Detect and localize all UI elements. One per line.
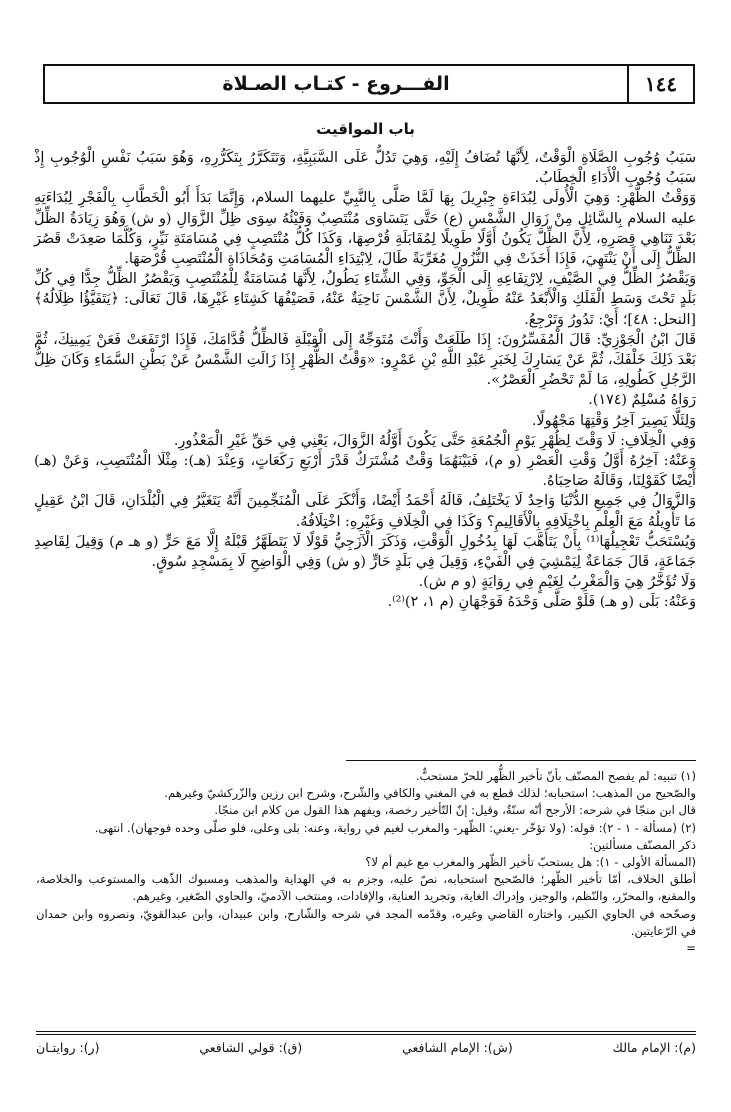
page-number: ١٤٤ xyxy=(627,66,693,102)
paragraph: وَيَقْصُرُ الظِّلُّ فِي الصَّيْفِ، لِارْتِفَاعِهِ إِلَى الْجَوِّ، وَفِي الشِّتَاءِ يَطُولُ، لِأَنَّهَا مُسَامَتَةٌ لِلْمُنْتَصِبِ وَيَقْصُرُ الظِّلُّ جِدًّا فِي كُلِّ بَلَدٍ تَحْتَ وَسَطِ الْفَلَكِ وَالْأَبْعَدُ عَنْهُ طَوِيلٌ، لِأَنَّ الشَّمْسَ نَاحِيَةٌ عَنْهُ، فَصَيْفُهَا كَشِتَاءِ غَيْرِهَا، قَالَ تَعَالَى: ﴿يَتَفَيَّؤُا ظِلَالُهُ﴾ [النحل: ٤٨]؛ أَيْ: تَدُورُ وَتَرْجِعُ. xyxy=(34,271,696,328)
footer-rule xyxy=(36,1031,696,1032)
paragraph: وَعَنْهُ: بَلَى (و هـ) فَلَوْ صَلَّى وَحْدَهُ فَوَجْهَانِ (م ١، ٢)⁽²⁾. xyxy=(387,594,696,611)
paragraph: وَالزَّوَالُ فِي جَمِيعِ الدُّنْيَا وَاحِدٌ لَا يَخْتَلِفُ، قَالَهُ أَحْمَدُ أَيْضًا، وَأَنْكَرَ عَلَى الْمُنَجِّمِينَ أَنَّهُ يَتَغَيَّرُ فِي الْبُلْدَانِ، قَالَ ابْنُ عَقِيلٍ مَا تَأْوِيلُهُ مَعَ الْعِلْمِ بِاخْتِلَافِهِ بِالْأَقَالِيمِ؟ وَكَذَا فِي الْخِلَافِ وَغَيْرِهِ: اخْتِلَافُهُ. xyxy=(34,493,696,530)
footer-rule xyxy=(36,1034,696,1035)
footnote-line: (المسألة الأولى - ١): هل يستحبّ تأخير الظّهر والمغرب مع غيم أم لا؟ xyxy=(365,855,696,870)
running-title: الفـــروع - كتـاب الصـلاة xyxy=(222,73,450,95)
paragraph: سَبَبُ وُجُوبِ الصَّلَاةِ الْوَقْتُ، لِأَنَّهَا تُضَافُ إِلَيْهِ، وَهِيَ تَدُلُّ عَلَى السَّبَبِيَّةِ، وَتَتَكَرَّرُ بِتَكَرُّرِهِ، وَهُوَ سَبَبُ نَفْسِ الْوُجُوبِ إِذْ سَبَبُ وُجُوبِ الْأَدَاءِ الْخِطَابُ. xyxy=(34,150,696,187)
footnote-line: قال ابن منجّا في شرحه: الأرجح أنّه سنّةٌ، وقيل: إنّ التّأخير رخصة، ويفهم هذا القول من كلام ابن منجّا. xyxy=(214,803,696,818)
legend-item: (ر): روايتـان xyxy=(36,1040,100,1055)
footnote-line: وصحّحه في الحاوي الكبير، واختاره القاضي وغيره، وقدّمه المجد في شرحه والشّارح، وابن عبيدان، وابن عبدالقويّ، ونصروه وابن حمدان في الرّعايتين. xyxy=(36,906,696,938)
legend-item: (م): الإمام مالك xyxy=(612,1040,696,1055)
legend-item: (ش): الإمام الشافعي xyxy=(402,1040,513,1055)
main-text xyxy=(34,148,696,613)
abbreviation-legend xyxy=(36,1040,696,1055)
paragraph: وَلَا تُؤَخَّرُ هِيَ وَالْمَغْرِبُ لِغَيْمٍ فِي رِوَايَةٍ (و م ش). xyxy=(418,574,696,591)
footnote-line: ذكر المصنّف مسألتين: xyxy=(589,837,696,852)
paragraph: وَيُسْتَحَبُّ تَعْجِيلُهَا⁽¹⁾ بِأَنْ يَتَأَهَّبَ لَهَا بِدُخُولِ الْوَقْتِ، وَذَكَرَ الْآزَجِيُّ قَوْلًا لَا يَتَطَهَّرُ قَبْلَهُ إِلَّا مَعَ حَرٍّ (و هـ م) وَقِيلَ لِقَاصِدِ جَمَاعَةٍ، قَالَ جَمَاعَةٌ لِيَمْشِيَ فِي الْفَيْءِ، وَقِيلَ فِي بَلَدٍ حَارٍّ (و ش) وَفِي الْوَاضِحِ لَا بِمَسْجِدِ سُوقٍ. xyxy=(34,533,696,571)
paragraph: قَالَ ابْنُ الْجَوْزِيِّ: قَالَ الْمُفَسِّرُونَ: إِذَا طَلَعَتْ وَأَنْتَ مُتَوَجِّهٌ إِلَى الْقِبْلَةِ فَالظِّلُّ قُدَّامَكَ، فَإِذَا ارْتَفَعَتْ فَعَنْ يَمِينِكَ، ثُمَّ بَعْدَ ذَلِكَ خَلْفَكَ، ثُمَّ عَنْ يَسَارِكَ لِخَبَرِ عَبْدِ اللَّهِ بْنِ عَمْرٍو: «وَقْتُ الظُّهْرِ إِذَا زَالَتِ الشَّمْسُ عَنْ بَطْنِ السَّمَاءِ وَكَانَ ظِلُّ الرَّجُلِ كَطُولِهِ، مَا لَمْ تَحْضُرِ الْعَصْرُ». xyxy=(34,331,696,389)
paragraph: وَعَنْهُ: آخِرُهُ أَوَّلُ وَقْتِ الْعَصْرِ (و م)، فَبَيْنَهُمَا وَقْتٌ مُشْتَرَكٌ قَدْرَ أَرْبَعِ رَكَعَاتٍ، وَعِنْدَ (هـ): مِثْلَا الْمُنْتَصِبِ، وَعَنْ (هـ) أَيْضًا كَقَوْلِنَا، وَقَالَهُ صَاحِبَاهُ. xyxy=(34,453,696,490)
footnote-line: = xyxy=(686,941,696,956)
chapter-title: باب المواقيت xyxy=(316,120,415,138)
footnote-separator xyxy=(346,760,696,761)
footnote-line: (٢) (مسألة - ١ - ٢): قوله: (ولا تؤخّر -يعني: الظّهر- والمغرب لغيم في رواية، وعنه: بلى وعلى، فلو صلّى وحده فوجهان). انتهى. xyxy=(94,820,696,835)
footnote-line: والصّحيح من المذهب: استحبابه؛ لذلك قطع به في المغني والكافي والشّرح، وشرح ابن رزين والزّركشيّ وغيرهم. xyxy=(164,786,696,801)
legend-item: (ق): قولي الشافعي xyxy=(199,1040,303,1055)
page-header xyxy=(43,64,695,104)
paragraph: وَفِي الْخِلَافِ: لَا وَقْتَ لِظُهْرِ يَوْمِ الْجُمُعَةِ حَتَّى يَكُونَ أَوَّلُهُ الزَّوَالَ، يَعْنِي فِي حَقِّ غَيْرِ الْمَعْذُورِ. xyxy=(173,432,696,449)
footnote-line: أطلق الخلاف، أمّا تأخير الظّهر؛ فالصّحيح استحبابه، نصّ عليه، وجزم به في الهداية والمذهب ومسبوك الذّهب والمستوعب والخلاصة، والمقنع، والمحرّر، والنّظم، والوجيز، وإدراك الغاية، وتجريد العناية، والإفادات، ومنتخب الآدميّ، والحاوي الصّغير، وغيرهم. xyxy=(36,872,696,904)
paragraph: وَلِئَلَّا يَصِيرَ آخِرُ وَقْتِهَا مَجْهُولًا. xyxy=(531,412,696,429)
paragraph: وَوَقْتُ الظُّهْرِ: وَهِيَ الْأُولَى لِبُدَاءَةِ جِبْرِيلَ بِهَا لَمَّا صَلَّى بِالنَّبِيِّ عليهما السلام، وَإِنَّمَا بَدَأَ أَبُو الْخَطَّابِ بِالْفَجْرِ لِبُدَاءَتِهِ عليه السلام بِالسَّائِلِ مِنْ زَوَالِ الشَّمْسِ (ع) حَتَّى يَتَسَاوَى مُنْتَصِبٌ وَفَيْئُهُ سِوَى ظِلِّ الزَّوَالِ (و ش) وَهُوَ زِيَادَةُ الظِّلِّ بَعْدَ تَنَاهِي قِصَرِهِ، لِأَنَّ الظِّلَّ يَكُونُ أَوَّلًا طَوِيلًا لِمُقَابَلَةِ قُرْصِهَا، وَكَذَا كُلُّ مُنْتَصِبٍ فِي مُسَامَتَةِ نَيِّرٍ، وَكُلَّمَا صَعِدَتْ قَصُرَ الظِّلُّ إِلَى أَنْ يَنْتَهِيَ، فَإِذَا أَخَذَتْ فِي النُّزُولِ مُغَرِّبَةً طَالَ، لِابْتِدَاءِ الْمُسَامَتِ وَمُحَاذَاةِ الْمُنْتَصِبِ قُرْصَهَا. xyxy=(34,190,696,268)
footnote-line: (١) تنبيه: لم يفصح المصنّف بأنّ تأخير الظُّهر للحرّ مستحبٌّ. xyxy=(415,769,696,783)
paragraph: رَوَاهُ مُسْلِمٌ (١٧٤). xyxy=(588,392,696,409)
footnotes xyxy=(36,768,696,957)
